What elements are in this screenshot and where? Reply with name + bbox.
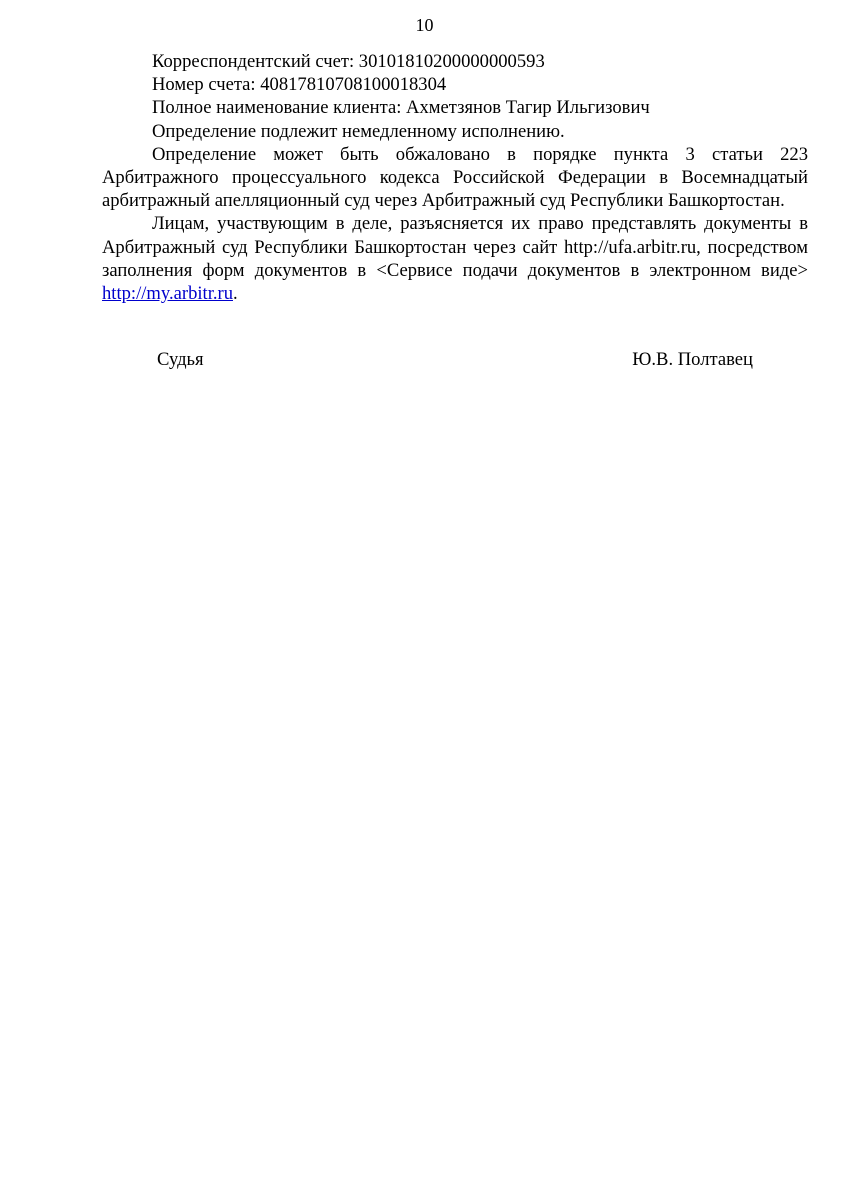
page-number: 10 xyxy=(415,15,434,35)
rights-paragraph-text: Лицам, участвующим в деле, разъясняется их право представлять документы в Арбитражный суд Республики Башкортостан через сайт http://ufa.arbitr.ru, посредством заполнения форм документов в <Сервисе подачи документов в электронном виде> xyxy=(102,213,808,281)
correspondent-account-line: Корреспондентский счет: 30101810200000000593 xyxy=(152,51,545,72)
appeal-paragraph: Определение может быть обжаловано в порядке пункта 3 статьи 223 Арбитражного процессуального кодекса Российской Федерации в Восемнадцатый арбитражный апелляционный суд через Арбитражный суд Республики Башкортостан. xyxy=(102,143,808,212)
account-number-line: Номер счета: 40817810708100018304 xyxy=(152,74,447,96)
rights-paragraph xyxy=(102,212,808,305)
document-body xyxy=(102,50,808,305)
signature-name: Ю.В. Полтавец xyxy=(632,349,753,370)
rights-paragraph-end: . xyxy=(233,283,238,305)
my-arbitr-link[interactable]: http://my.arbitr.ru xyxy=(102,283,233,305)
immediate-execution-line: Определение подлежит немедленному исполнению. xyxy=(152,120,565,142)
client-name-line: Полное наименование клиента: Ахметзянов Тагир Ильгизович xyxy=(152,97,650,119)
signature-title: Судья xyxy=(157,349,204,370)
